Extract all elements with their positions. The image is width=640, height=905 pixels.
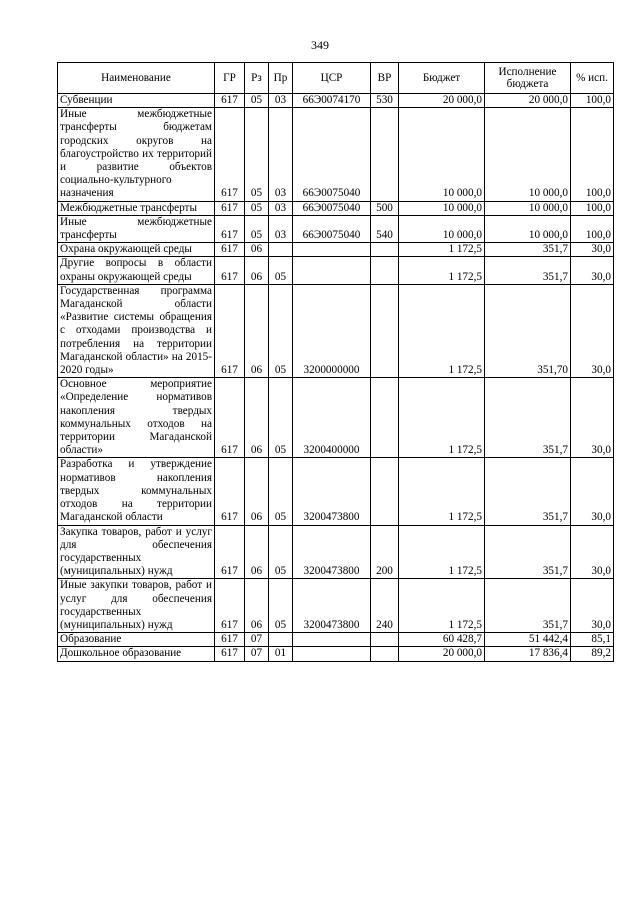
row-rz: 06 xyxy=(245,284,269,377)
page-number: 349 xyxy=(311,38,329,52)
row-percent: 30,0 xyxy=(571,243,614,257)
row-csr: 3200473800 xyxy=(293,458,371,525)
row-csr: 3200000000 xyxy=(293,284,371,377)
row-csr: 3200400000 xyxy=(293,378,371,458)
row-name: Межбюджетные трансферты xyxy=(58,201,215,215)
row-rz: 06 xyxy=(245,243,269,257)
row-csr: 66Э0075040 xyxy=(293,108,371,201)
row-vr: 530 xyxy=(371,94,399,108)
row-budget: 1 172,5 xyxy=(399,579,485,633)
row-pr: 03 xyxy=(269,108,293,201)
row-gr: 617 xyxy=(215,257,245,284)
row-csr xyxy=(293,633,371,647)
table-row xyxy=(58,633,614,647)
row-pr: 03 xyxy=(269,215,293,242)
row-name: Образование xyxy=(58,633,215,647)
row-budget: 10 000,0 xyxy=(399,201,485,215)
header-name: Наименование xyxy=(58,63,215,94)
table-row xyxy=(58,243,614,257)
header-csr: ЦСР xyxy=(293,63,371,94)
row-execution: 351,7 xyxy=(485,525,571,579)
row-rz: 05 xyxy=(245,201,269,215)
row-rz: 07 xyxy=(245,633,269,647)
row-gr: 617 xyxy=(215,579,245,633)
row-gr: 617 xyxy=(215,378,245,458)
row-execution: 351,7 xyxy=(485,378,571,458)
row-csr: 66Э0074170 xyxy=(293,94,371,108)
row-name: Дошкольное образование xyxy=(58,647,215,661)
table-row xyxy=(58,458,614,525)
table-header xyxy=(58,63,614,94)
row-execution: 20 000,0 xyxy=(485,94,571,108)
row-rz: 05 xyxy=(245,108,269,201)
row-rz: 06 xyxy=(245,458,269,525)
row-percent: 89,2 xyxy=(571,647,614,661)
row-gr: 617 xyxy=(215,94,245,108)
row-vr: 240 xyxy=(371,579,399,633)
row-percent: 30,0 xyxy=(571,378,614,458)
row-gr: 617 xyxy=(215,633,245,647)
row-budget: 20 000,0 xyxy=(399,94,485,108)
row-execution: 351,70 xyxy=(485,284,571,377)
row-execution: 51 442,4 xyxy=(485,633,571,647)
row-percent: 100,0 xyxy=(571,201,614,215)
table-row xyxy=(58,525,614,579)
row-pr: 03 xyxy=(269,94,293,108)
row-vr: 200 xyxy=(371,525,399,579)
row-execution: 10 000,0 xyxy=(485,215,571,242)
row-budget: 1 172,5 xyxy=(399,257,485,284)
row-vr xyxy=(371,647,399,661)
row-gr: 617 xyxy=(215,284,245,377)
row-percent: 30,0 xyxy=(571,284,614,377)
row-pr: 05 xyxy=(269,458,293,525)
row-budget: 1 172,5 xyxy=(399,243,485,257)
header-percent: % исп. xyxy=(571,63,614,94)
table-row xyxy=(58,215,614,242)
row-vr xyxy=(371,378,399,458)
row-execution: 10 000,0 xyxy=(485,108,571,201)
row-vr xyxy=(371,243,399,257)
row-csr: 66Э0075040 xyxy=(293,215,371,242)
row-name: Основное мероприятие «Определение нормативов накопления твердых коммунальных отходов на территории Магаданской области» xyxy=(58,378,215,458)
row-execution: 351,7 xyxy=(485,458,571,525)
row-budget: 1 172,5 xyxy=(399,458,485,525)
table-row xyxy=(58,201,614,215)
row-budget: 20 000,0 xyxy=(399,647,485,661)
row-name: Государственная программа Магаданской области «Развитие системы обращения с отходами производства и потребления на территории Магаданской области» на 2015-2020 годы» xyxy=(58,284,215,377)
row-name: Субвенции xyxy=(58,94,215,108)
row-budget: 1 172,5 xyxy=(399,284,485,377)
row-execution: 351,7 xyxy=(485,243,571,257)
row-csr: 3200473800 xyxy=(293,525,371,579)
row-gr: 617 xyxy=(215,215,245,242)
row-name: Иные закупки товаров, работ и услуг для обеспечения государственных (муниципальных) нужд xyxy=(58,579,215,633)
row-pr: 03 xyxy=(269,201,293,215)
header-execution: Исполнение бюджета xyxy=(485,63,571,94)
row-percent: 30,0 xyxy=(571,458,614,525)
table-row xyxy=(58,257,614,284)
row-vr xyxy=(371,284,399,377)
row-gr: 617 xyxy=(215,108,245,201)
row-vr xyxy=(371,458,399,525)
row-name: Охрана окружающей среды xyxy=(58,243,215,257)
row-name: Закупка товаров, работ и услуг для обеспечения государственных (муниципальных) нужд xyxy=(58,525,215,579)
row-name: Другие вопросы в области охраны окружающей среды xyxy=(58,257,215,284)
row-rz: 05 xyxy=(245,215,269,242)
row-rz: 05 xyxy=(245,94,269,108)
row-pr: 05 xyxy=(269,378,293,458)
row-csr: 66Э0075040 xyxy=(293,201,371,215)
row-execution: 17 836,4 xyxy=(485,647,571,661)
row-execution: 351,7 xyxy=(485,579,571,633)
row-gr: 617 xyxy=(215,201,245,215)
header-vr: ВР xyxy=(371,63,399,94)
row-rz: 06 xyxy=(245,525,269,579)
row-budget: 10 000,0 xyxy=(399,108,485,201)
table-row xyxy=(58,579,614,633)
row-gr: 617 xyxy=(215,458,245,525)
row-gr: 617 xyxy=(215,647,245,661)
row-csr xyxy=(293,647,371,661)
row-percent: 30,0 xyxy=(571,525,614,579)
row-vr: 500 xyxy=(371,201,399,215)
table-row xyxy=(58,108,614,201)
row-vr: 540 xyxy=(371,215,399,242)
row-rz: 06 xyxy=(245,579,269,633)
row-pr: 05 xyxy=(269,257,293,284)
row-percent: 30,0 xyxy=(571,579,614,633)
row-percent: 85,1 xyxy=(571,633,614,647)
row-percent: 100,0 xyxy=(571,108,614,201)
row-execution: 10 000,0 xyxy=(485,201,571,215)
row-gr: 617 xyxy=(215,525,245,579)
row-budget: 10 000,0 xyxy=(399,215,485,242)
row-pr: 05 xyxy=(269,579,293,633)
header-row xyxy=(58,63,614,94)
table-row xyxy=(58,284,614,377)
row-rz: 06 xyxy=(245,257,269,284)
row-percent: 100,0 xyxy=(571,94,614,108)
row-name: Разработка и утверждение нормативов накопления твердых коммунальных отходов на территории Магаданской области xyxy=(58,458,215,525)
row-percent: 100,0 xyxy=(571,215,614,242)
row-rz: 06 xyxy=(245,378,269,458)
row-percent: 30,0 xyxy=(571,257,614,284)
row-pr xyxy=(269,243,293,257)
header-budget: Бюджет xyxy=(399,63,485,94)
row-name: Иные межбюджетные трансферты бюджетам городских округов на благоустройство их территорий и развитие объектов социально-культурного назначения xyxy=(58,108,215,201)
row-pr xyxy=(269,633,293,647)
row-pr: 01 xyxy=(269,647,293,661)
budget-table xyxy=(57,62,614,662)
table-row xyxy=(58,647,614,661)
row-csr xyxy=(293,257,371,284)
row-csr: 3200473800 xyxy=(293,579,371,633)
header-pr: Пр xyxy=(269,63,293,94)
row-budget: 1 172,5 xyxy=(399,525,485,579)
header-rz: Рз xyxy=(245,63,269,94)
table-row xyxy=(58,94,614,108)
row-gr: 617 xyxy=(215,243,245,257)
table-body xyxy=(58,94,614,662)
row-budget: 60 428,7 xyxy=(399,633,485,647)
row-vr xyxy=(371,633,399,647)
table-row xyxy=(58,378,614,458)
row-execution: 351,7 xyxy=(485,257,571,284)
row-rz: 07 xyxy=(245,647,269,661)
row-pr: 05 xyxy=(269,284,293,377)
row-name: Иные межбюджетные трансферты xyxy=(58,215,215,242)
row-budget: 1 172,5 xyxy=(399,378,485,458)
row-pr: 05 xyxy=(269,525,293,579)
header-gr: ГР xyxy=(215,63,245,94)
row-vr xyxy=(371,108,399,201)
row-csr xyxy=(293,243,371,257)
row-vr xyxy=(371,257,399,284)
